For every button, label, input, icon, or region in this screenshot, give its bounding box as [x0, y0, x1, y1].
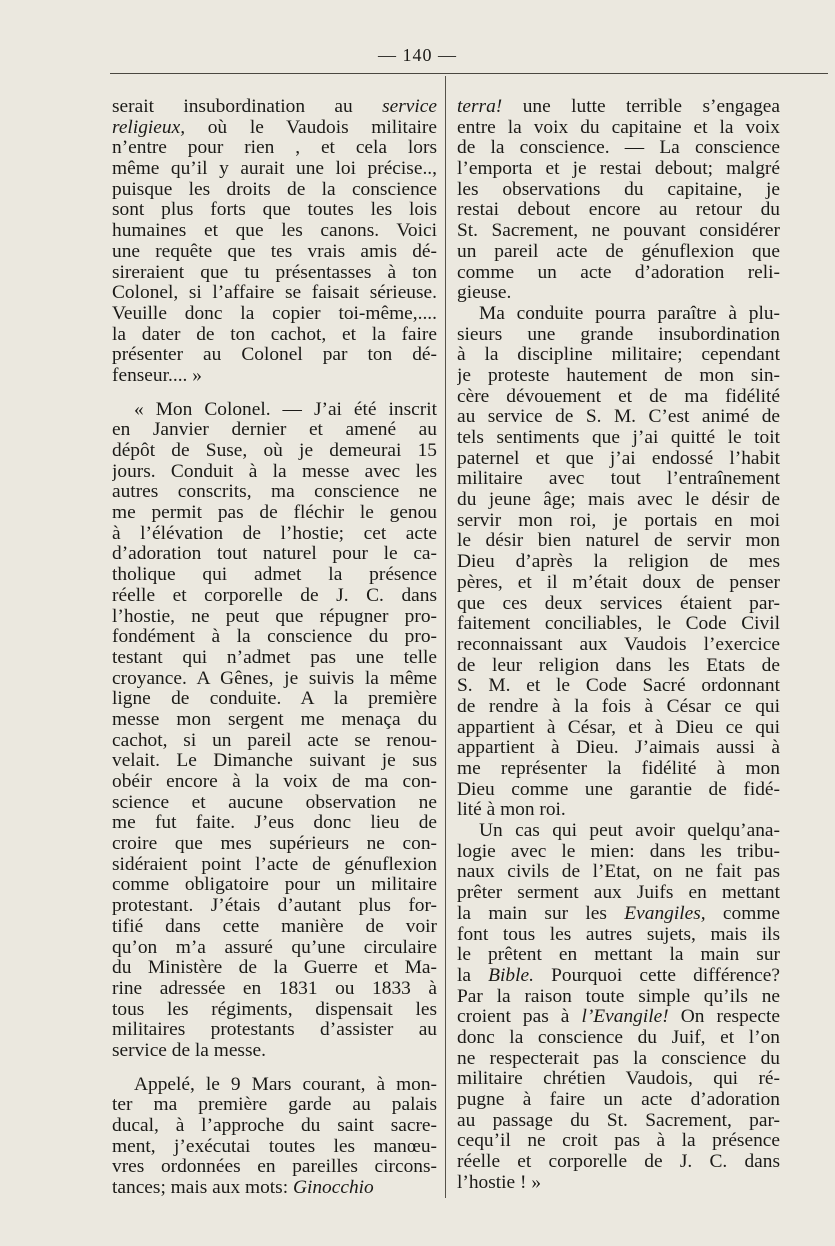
italic-text: Evangiles,	[624, 903, 706, 924]
text-line: à la discipline militaire; cependant	[457, 345, 780, 366]
italic-text: service	[382, 97, 437, 117]
text-line: obéir encore à la voix de ma con-	[112, 772, 437, 792]
text-line: d’adoration tout naturel pour le ca-	[112, 544, 437, 565]
text-line: au service de S. M. C’est animé de	[457, 407, 780, 428]
text-line: comme un acte d’adoration reli-	[457, 262, 780, 283]
text-line: de rendre à la fois à César ce qui	[457, 696, 780, 717]
text-line: Veuille donc la copier toi-même,....	[112, 303, 437, 324]
text-line: religieux, où le Vaudois militaire	[112, 117, 437, 138]
text-line: le désir bien naturel de servir mon	[457, 531, 780, 552]
text-line: tels sentiments que j’ai quitté le toit	[457, 428, 780, 448]
text-line: velait. Le Dimanche suivant je sus	[112, 751, 437, 772]
text-line: tifié dans cette manière de voir	[112, 916, 437, 937]
header-rule	[110, 73, 828, 74]
text-line: testant qui n’admet pas une telle	[112, 647, 437, 668]
text-line: cère dévouement et de ma fidélité	[457, 386, 780, 407]
column-divider	[445, 76, 446, 1198]
text-line: science et aucune observation ne	[112, 792, 437, 813]
text-line: prêter serment aux Juifs en mettant	[457, 883, 780, 904]
text-line: tances; mais aux mots: Ginocchio	[112, 1178, 374, 1199]
text-line: pères, et il m’était doux de penser	[457, 572, 780, 593]
text-line: qu’on m’a assuré qu’une circulaire	[112, 937, 437, 958]
page-number: — 140 —	[378, 45, 457, 65]
italic-text: religieux,	[112, 117, 186, 138]
text-line: serait insubordination au service	[112, 97, 437, 117]
text-line: présenter au Colonel par ton dé-	[112, 345, 437, 366]
text-line: à l’élévation de l’hostie; cet acte	[112, 523, 437, 544]
italic-text: Bible.	[488, 965, 534, 986]
text-line: même qu’il y aurait une loi précise..,	[112, 159, 437, 180]
text-line: me permit pas de fléchir le genou	[112, 503, 437, 524]
text-line: donc la conscience du Juif, et l’on	[457, 1027, 780, 1048]
text-line: Appelé, le 9 Mars courant, à mon-	[134, 1074, 437, 1095]
text-line: l’hostie, ne peut que répugner pro-	[112, 606, 437, 627]
text-line: comme obligatoire pour un militaire	[112, 875, 437, 896]
text-line: cachot, si un pareil acte se renou-	[112, 730, 437, 751]
paragraph	[112, 1075, 437, 1199]
italic-text: l’Evangile!	[581, 1007, 669, 1028]
text-line: l’emporta et je restai debout; malgré	[457, 159, 780, 180]
text-line: militaire chrétien Vaudois, qui ré-	[457, 1069, 780, 1090]
text-line: lité à mon roi.	[457, 800, 566, 821]
text-line: Dieu d’après la religion de mes	[457, 552, 780, 573]
paragraph	[457, 97, 780, 304]
text-line: croyance. A Gênes, je suivis la même	[112, 668, 437, 689]
text-line: protestant. J’étais d’autant plus for-	[112, 896, 437, 917]
text-line: les observations du capitaine, je	[457, 179, 780, 200]
text-line: restai debout encore au retour du	[457, 200, 780, 221]
text-line: la dater de ton cachot, et la faire	[112, 324, 437, 345]
text-line: croire que mes supérieurs ne con-	[112, 834, 437, 855]
text-line: militaires protestants d’assister au	[112, 1020, 437, 1041]
text-line: logie avec le mien: dans les tribu-	[457, 841, 780, 862]
text-line: au passage du St. Sacrement, par-	[457, 1110, 780, 1131]
text-line: faitement conciliables, le Code Civil	[457, 614, 780, 635]
text-line: Par la raison toute simple qu’ils ne	[457, 986, 780, 1007]
text-line: me fut faite. J’eus donc lieu de	[112, 813, 437, 834]
text-line: tholique qui admet la présence	[112, 565, 437, 586]
text-line: St. Sacrement, ne pouvant considérer	[457, 221, 780, 242]
text-line: n’entre pour rien , et cela lors	[112, 138, 437, 159]
text-line: autres conscrits, ma conscience ne	[112, 482, 437, 503]
text-line: ment, j’exécutai toutes les manœu-	[112, 1136, 437, 1157]
text-line: du jeune âge; mais avec le désir de	[457, 490, 780, 511]
text-line: font tous les autres sujets, mais ils	[457, 924, 780, 945]
text-line: pugne à faire un acte d’adoration	[457, 1090, 780, 1110]
text-line: fenseur.... »	[112, 365, 202, 386]
text-line: la main sur les Evangiles, comme	[457, 903, 780, 924]
text-line: en Janvier dernier et amené au	[112, 420, 437, 441]
text-line: ter ma première garde au palais	[112, 1095, 437, 1116]
text-line: une requête que tes vrais amis dé-	[112, 241, 437, 262]
text-line: tous les régiments, dispensait les	[112, 999, 437, 1020]
text-line: puisque les droits de la conscience	[112, 179, 437, 200]
text-line: sont plus forts que toutes les lois	[112, 200, 437, 221]
text-line: appartient à César, et à Dieu ce qui	[457, 717, 780, 738]
text-line: jours. Conduit à la messe avec les	[112, 461, 437, 482]
paragraph	[112, 400, 437, 1062]
text-line: reconnaissant aux Vaudois l’exercice	[457, 634, 780, 655]
text-line: de la conscience. — La conscience	[457, 138, 780, 159]
italic-text: terra!	[457, 97, 503, 117]
text-line: entre la voix du capitaine et la voix	[457, 117, 780, 138]
italic-text: Ginocchio	[292, 1178, 374, 1199]
text-line: que ces deux services étaient par-	[457, 593, 780, 614]
text-line: messe mon sergent me menaça du	[112, 709, 437, 730]
text-line: terra! une lutte terrible s’engagea	[457, 97, 780, 117]
text-line: du Ministère de la Guerre et Ma-	[112, 958, 437, 979]
paragraph	[457, 821, 780, 1193]
right-column	[457, 97, 780, 1193]
left-column	[112, 97, 437, 1199]
text-line: paternel et que j’ai endossé l’habit	[457, 448, 780, 469]
text-line: de leur religion dans les Etats de	[457, 655, 780, 676]
text-line: militaire avec tout l’entraînement	[457, 469, 780, 490]
text-line: cequ’il ne croit pas à la présence	[457, 1131, 780, 1152]
text-line: la Bible. Pourquoi cette différence?	[457, 965, 780, 986]
text-line: me représenter la fidélité à mon	[457, 759, 780, 779]
text-line: fondément à la conscience du pro-	[112, 627, 437, 648]
text-line: le prêtent en mettant la main sur	[457, 945, 780, 966]
paragraph	[112, 97, 437, 387]
paragraph	[457, 304, 780, 821]
text-line: Colonel, si l’affaire se faisait sérieuse.	[112, 283, 437, 304]
text-line: croient pas à l’Evangile! On respecte	[457, 1007, 780, 1028]
text-line: servir mon roi, je portais en moi	[457, 510, 780, 531]
text-line: ne respecterait pas la conscience du	[457, 1048, 780, 1069]
text-line: appartient à Dieu. J’aimais aussi à	[457, 738, 780, 759]
text-line: ligne de conduite. A la première	[112, 689, 437, 710]
text-line: l’hostie ! »	[457, 1172, 542, 1193]
text-line: naux civils de l’Etat, on ne fait pas	[457, 862, 780, 883]
text-line: sieurs une grande insubordination	[457, 324, 780, 345]
text-line: Dieu comme une garantie de fidé-	[457, 779, 780, 800]
text-line: service de la messe.	[112, 1040, 266, 1061]
text-line: Ma conduite pourra paraître à plu-	[479, 303, 780, 324]
text-line: réelle et corporelle de J. C. dans	[112, 585, 437, 606]
text-line: S. M. et le Code Sacré ordonnant	[457, 676, 780, 697]
text-line: rine adressée en 1831 ou 1833 à	[112, 978, 437, 999]
text-line: ducal, à l’approche du saint sacre-	[112, 1116, 437, 1136]
text-line: humaines et que les canons. Voici	[112, 221, 437, 242]
text-line: sidéraient point l’acte de génuflexion	[112, 854, 437, 875]
text-line: je proteste hautement de mon sin-	[457, 365, 780, 386]
text-line: un pareil acte de génuflexion que	[457, 241, 780, 262]
text-line: gieuse.	[457, 283, 512, 304]
text-line: sireraient que tu présentasses à ton	[112, 262, 437, 283]
text-line: vres ordonnées en pareilles circons-	[112, 1157, 437, 1178]
text-line: « Mon Colonel. — J’ai été inscrit	[134, 399, 437, 420]
text-line: dépôt de Suse, où je demeurai 15	[112, 441, 437, 461]
text-line: Un cas qui peut avoir quelqu’ana-	[479, 821, 780, 842]
text-line: réelle et corporelle de J. C. dans	[457, 1152, 780, 1173]
